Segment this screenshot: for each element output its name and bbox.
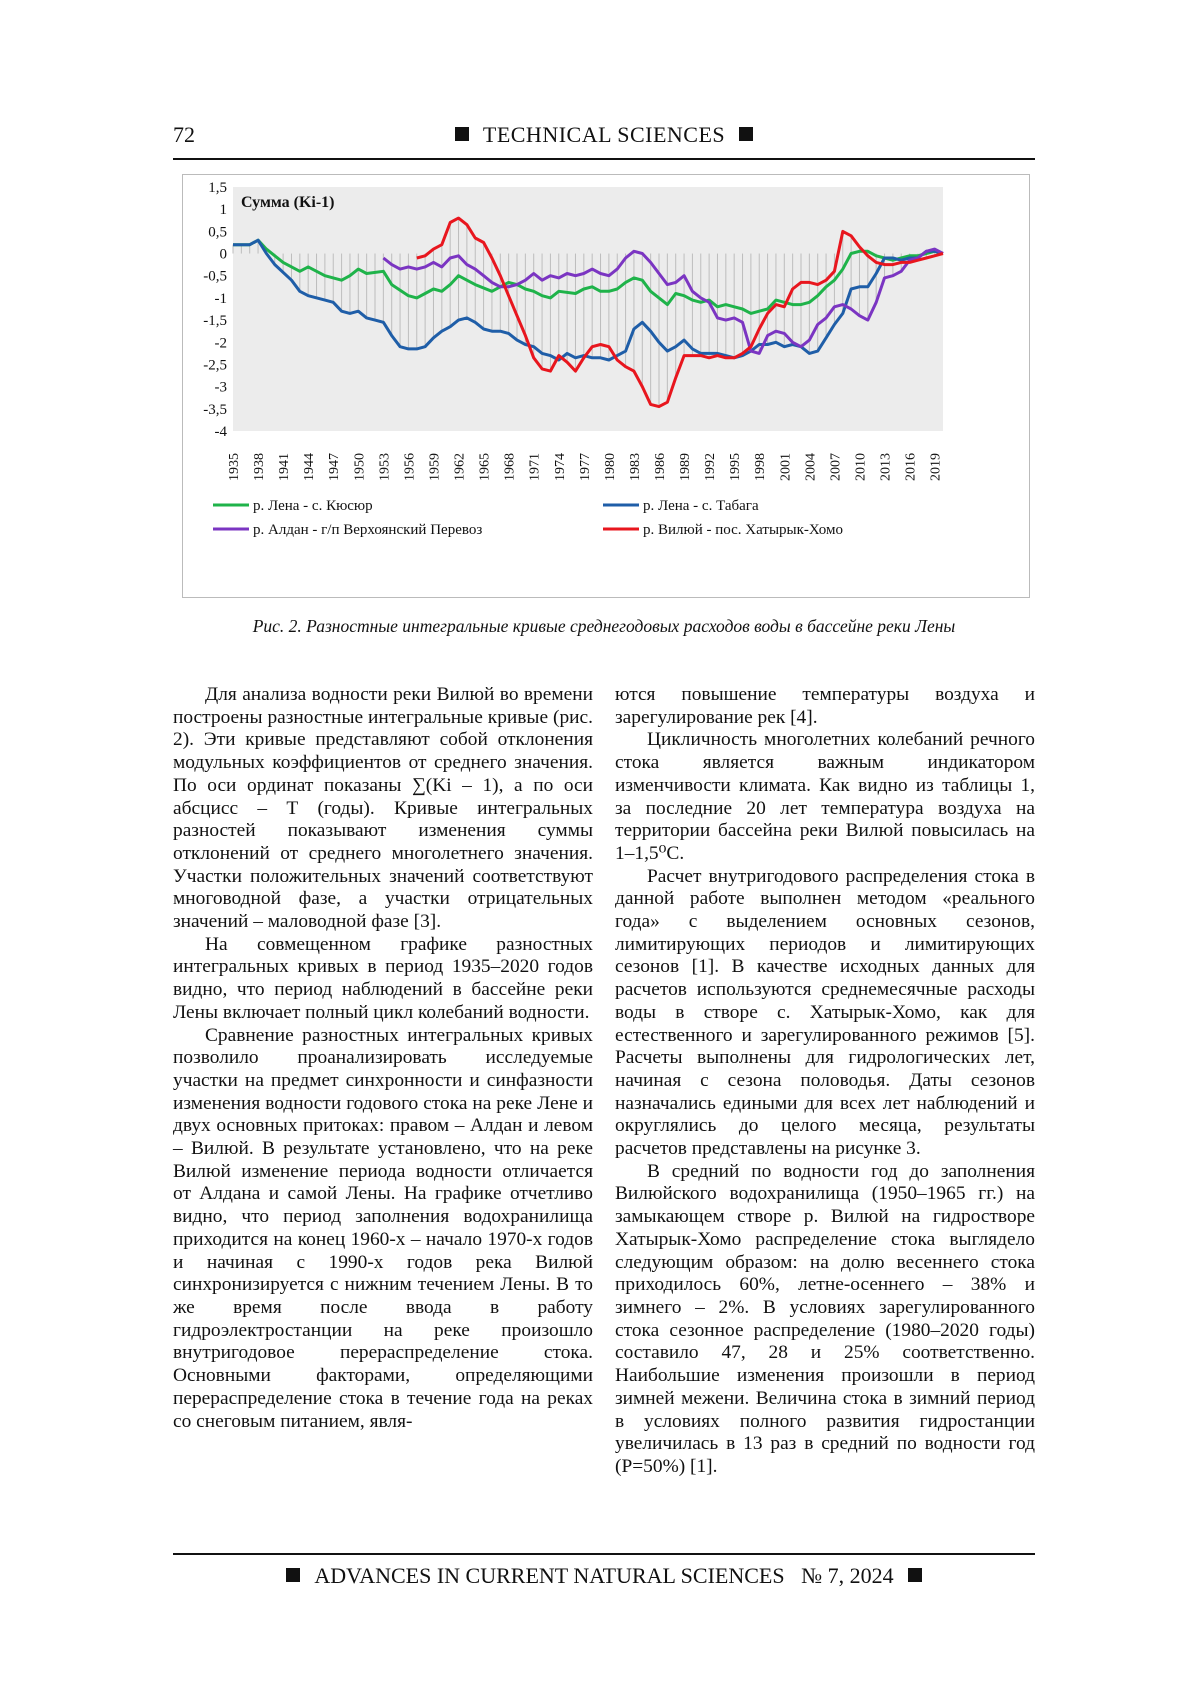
right-column — [615, 684, 1035, 1479]
paragraph: На совмещенном графике разностных интегральных кривых в период 1935–2020 годов видно, что период наблюдений в бассейне реки Лены включает полный цикл колебаний водности. — [173, 933, 593, 1023]
y-tick-label: -4 — [214, 424, 227, 440]
y-tick-label: 0,5 — [208, 224, 227, 241]
paragraph: Для анализа водности реки Вилюй во времени построены разностные интегральные кривые (рис. 2). Эти кривые представляют собой отклонения модульных коэффициентов от среднего значения. По оси ординат показаны ∑(Ki – 1), а по оси абсцисс – Т (годы). Кривые интегральных разностей показывают изменения суммы отклонений от среднего многолетнего значения. Участки положительных значений соответствуют многоводной фазе, а участки отрицательных значений – маловодной фазе [3]. — [173, 684, 593, 933]
x-tick-label: 1968 — [502, 453, 518, 481]
x-tick-label: 1971 — [527, 453, 543, 481]
figure-2 — [182, 174, 1030, 598]
x-tick-label: 1956 — [402, 453, 418, 481]
issue-number: № 7, 2024 — [801, 1563, 894, 1588]
page-number: 72 — [173, 122, 195, 147]
page-footer — [173, 1553, 1035, 1589]
square-bullet-icon — [455, 127, 469, 141]
x-tick-label: 1953 — [377, 453, 393, 481]
x-tick-label: 1938 — [252, 453, 268, 481]
y-tick-label: -1 — [214, 290, 227, 307]
x-tick-label: 1941 — [277, 453, 293, 481]
x-tick-label: 1992 — [703, 453, 719, 481]
x-tick-label: 1980 — [602, 453, 618, 481]
x-tick-label: 1965 — [477, 453, 493, 481]
x-tick-label: 1983 — [627, 453, 643, 481]
legend-label: р. Вилюй - пос. Хатырык-Хомо — [643, 522, 843, 538]
x-tick-label: 1935 — [227, 453, 242, 481]
x-tick-label: 1962 — [452, 453, 468, 481]
x-tick-label: 1977 — [577, 453, 593, 481]
section-title: TECHNICAL SCIENCES — [482, 122, 726, 147]
y-tick-label: -1,5 — [203, 313, 227, 330]
x-tick-label: 1995 — [728, 453, 744, 481]
y-tick-label: -0,5 — [203, 268, 227, 285]
x-tick-label: 2001 — [778, 453, 794, 481]
legend-label: р. Лена - с. Кюсюр — [253, 498, 373, 514]
x-tick-label: 2007 — [828, 453, 844, 481]
x-tick-label: 2019 — [928, 453, 944, 481]
x-tick-label: 1986 — [653, 453, 668, 481]
legend-label: р. Лена - с. Табага — [643, 498, 759, 514]
figure-caption: Рис. 2. Разностные интегральные кривые среднегодовых расходов воды в бассейне реки Лены — [252, 616, 956, 636]
difference-integral-chart — [183, 175, 1029, 597]
square-bullet-icon — [739, 127, 753, 141]
x-tick-label: 1998 — [753, 453, 769, 481]
y-tick-label: -3,5 — [203, 401, 227, 418]
x-tick-label: 1974 — [552, 453, 568, 481]
y-tick-label: -2 — [214, 335, 227, 352]
x-tick-label: 2016 — [903, 453, 919, 481]
footer-text — [173, 1563, 1035, 1589]
legend-label: р. Алдан - г/п Верхоянский Перевоз — [253, 522, 483, 538]
square-bullet-icon — [286, 1568, 300, 1582]
paragraph: Расчет внутригодового распределения стока в данной работе выполнен методом «реального года» с выделением основных сезонов, лимитирующих периодов и лимитирующих сезонов [1]. В качестве исходных данных для расчетов используются среднемесячные расходы воды в створе с. Хатырык-Хомо, как для естественного и зарегулированного режимов [5]. Расчеты выполнены для гидрологических лет, начиная с сезона половодья. Даты сезонов назначались едиными для всех лет наблюдений и округлялись до целого месяца, результаты расчетов представлены на рисунке 3. — [615, 865, 1035, 1160]
journal-name: ADVANCES IN CURRENT NATURAL SCIENCES — [314, 1563, 785, 1588]
y-tick-label: -3 — [214, 379, 227, 396]
square-bullet-icon — [908, 1568, 922, 1582]
x-tick-label: 1944 — [302, 453, 318, 481]
x-tick-label: 1947 — [327, 453, 343, 481]
chart-title: Сумма (Ki-1) — [241, 194, 335, 211]
y-tick-label: 0 — [219, 246, 227, 263]
x-tick-label: 1989 — [678, 453, 694, 481]
x-tick-label: 2004 — [803, 453, 819, 481]
x-tick-label: 1950 — [352, 453, 368, 481]
y-tick-label: 1 — [219, 202, 227, 219]
running-head — [173, 122, 1035, 148]
paragraph: ются повышение температуры воздуха и зарегулирование рек [4]. — [615, 684, 1035, 728]
y-tick-label: 1,5 — [208, 180, 227, 196]
page-header — [173, 118, 1035, 160]
paragraph: Цикличность многолетних колебаний речного стока является важным индикатором изменчивости климата. Как видно из таблицы 1, за последние 20 лет температура воздуха на территории бассейна реки Вилюй повысилась на 1–1,5⁰С. — [615, 729, 1035, 864]
paragraph: В средний по водности год до заполнения Вилюйского водохранилища (1950–1965 гг.) на замыкающем створе р. Вилюй на гидростворе Хатырык-Хомо распределение стока выглядело следующим образом: на долю весеннего стока приходилось 60%, летне-осеннего – 38% и зимнего – 2%. В условиях зарегулированного стока сезонное распределение (1980–2020 годы) составило 47, 28 и 25% соответственно. Наибольшие изменения произошли в период зимней межени. Величина стока в зимний период в условиях полного развития гидростанции увеличилась в 13 раз в средний по водности год (P=50%) [1]. — [615, 1160, 1035, 1477]
y-tick-label: -2,5 — [203, 357, 227, 374]
paragraph: Сравнение разностных интегральных кривых позволило проанализировать исследуемые участки на предмет синхронности и синфазности изменения водности годового стока на реке Лене и двух основных притоках: правом – Алдан и левом – Вилюй. В результате установлено, что на реке Вилюй изменение периода водности отличается от Алдана и самой Лены. На графике отчетливо видно, что период заполнения водохранилища приходится на конец 1960-х – начало 1970-х годов и начиная с 1990-х годов река Вилюй синхронизируется с нижним течением Лены. В то же время после ввода в работу гидроэлектростанции на реке произошло внутригодовое перераспределение стока. Основными факторами, определяющими перераспределение стока в течение года на реках со снеговым питанием, явля- — [173, 1024, 593, 1432]
x-tick-label: 2010 — [853, 453, 869, 481]
x-tick-label: 1959 — [427, 453, 443, 481]
x-tick-label: 2013 — [878, 453, 894, 481]
left-column — [173, 684, 593, 1433]
